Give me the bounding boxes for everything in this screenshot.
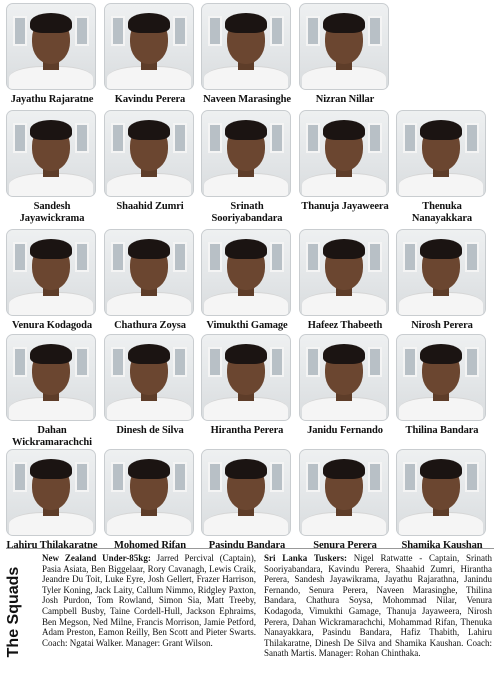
player-photo: [6, 449, 96, 536]
player-card: [299, 3, 391, 106]
nz-squad-title: New Zealand Under-85kg:: [42, 553, 157, 563]
player-card: [201, 334, 293, 437]
player-photo: [6, 334, 96, 421]
player-name: Mohomed Rifan: [114, 540, 186, 551]
player-name: Jayathu Rajaratne: [10, 94, 94, 105]
player-card: [396, 449, 488, 552]
player-name: Senura Perera: [313, 540, 377, 551]
player-photo: [104, 229, 194, 316]
nz-squad-text: Jarred Percival (Captain), Pasia Asiata, Ben Biggelaar, Rory Cavanagh, Lewis Craik, Jeandre Du Toit, Luke Eyre, Josh Gellert, Frazer Harrison, Tyler Koning, Jack Laity, Callum Nimmo, Ridgley Paxton, Josh Purdon, Tom Rowland, Simon Sia, Matt Treeby, Campbell Busby, Taine Cordell-Hull, Jackson Ephraims, Ben Megson, Ned Milne, Francis Morrison, Jamie Petford, Adam Preston, Eamon Reilly, Ben Scott and Pieter Swarts. Coach: Ngatai Walker. Manager: Grant Wilson.: [42, 553, 256, 648]
player-name: Shamika Kaushan: [401, 540, 483, 551]
player-name: Nirosh Perera: [411, 320, 473, 331]
player-name: Kavindu Perera: [114, 94, 186, 105]
player-photo: [6, 229, 96, 316]
player-photo: [299, 110, 389, 197]
sl-squad-title: Sri Lanka Tuskers:: [264, 553, 354, 563]
player-card: [104, 334, 196, 437]
player-card: [104, 110, 196, 213]
player-name: Thenuka Nanayakkara: [411, 201, 473, 224]
player-name: Dinesh de Silva: [116, 425, 184, 436]
player-name: Nizran Nillar: [315, 94, 375, 105]
player-name: Shaahid Zumri: [116, 201, 184, 212]
player-photo: [201, 3, 291, 90]
player-photo: [201, 229, 291, 316]
nz-squad-column: [42, 553, 256, 648]
player-name: Hafeez Thabeeth: [307, 320, 383, 331]
player-photo: [104, 334, 194, 421]
player-card: [299, 110, 391, 213]
sl-squad-column: [264, 553, 492, 659]
player-photo: [396, 110, 486, 197]
player-card: [396, 110, 488, 225]
player-name: Chathura Zoysa: [114, 320, 186, 331]
player-photo: [104, 449, 194, 536]
player-card: [6, 229, 98, 332]
player-photo: [201, 449, 291, 536]
player-card: [201, 110, 293, 225]
player-photo: [299, 334, 389, 421]
player-photo: [396, 334, 486, 421]
player-card: [6, 110, 98, 225]
player-name: Venura Kodagoda: [11, 320, 93, 331]
player-photo: [104, 3, 194, 90]
player-name: Thilina Bandara: [405, 425, 479, 436]
player-card: [6, 3, 98, 106]
player-card: [6, 449, 98, 552]
player-photo: [299, 449, 389, 536]
player-photo: [299, 3, 389, 90]
player-name: Thanuja Jayaweera: [301, 201, 389, 212]
player-name: Janidu Fernando: [307, 425, 383, 436]
player-card: [104, 449, 196, 552]
player-photo: [201, 334, 291, 421]
player-name: Dahan Wickramarachchi: [12, 425, 92, 448]
player-card: [6, 334, 98, 449]
player-photo: [396, 449, 486, 536]
player-name: Pasindu Bandara: [208, 540, 286, 551]
squads-label-text: The Squads: [5, 566, 22, 658]
player-card: [104, 229, 196, 332]
player-photo: [299, 229, 389, 316]
player-card: [201, 449, 293, 552]
player-card: [396, 334, 488, 437]
player-card: [104, 3, 196, 106]
squads-box: [6, 548, 494, 676]
player-card: [299, 229, 391, 332]
player-photo: [396, 229, 486, 316]
player-photo: [201, 110, 291, 197]
player-card: [201, 3, 293, 106]
sl-squad-text: Nigel Ratwatte - Captain, Srinath Sooriyabandara, Kavindu Perera, Shaahid Zumri, Hirantha Perera, Sandesh Jayawikrama, Jayathu Rajarathna, Janindu Fernando, Senura Perera, Naveen Marasinghe, Thilina Bandara, Chathura Soysa, Mohommad Nilar, Venura Kodagoda, Vimukthi Gamage, Thanuja Jayaweera, Nirosh Perera, Dahan Wickramarachchi, Mohammad Rifan, Thenuka Nanayakkara, Pasindu Bandara, Hafiz Thabith, Lahiru Thilakaratne, Dinesh De Silva and Shamika Kaushan. Coach: Sanath Martis. Manager: Rohan Chinthaka.: [264, 553, 492, 659]
player-name: Naveen Marasinghe: [203, 94, 291, 105]
player-card: [299, 449, 391, 552]
player-card: [396, 229, 488, 332]
player-card: [299, 334, 391, 437]
player-name: Sandesh Jayawickrama: [19, 201, 85, 224]
player-name: Hirantha Perera: [210, 425, 284, 436]
player-photo: [6, 3, 96, 90]
player-name: Vimukthi Gamage: [206, 320, 288, 331]
player-photo: [104, 110, 194, 197]
player-name: Srinath Sooriyabandara: [211, 201, 283, 224]
player-card: [201, 229, 293, 332]
player-photo: [6, 110, 96, 197]
squads-label: [6, 553, 22, 671]
player-name: Lahiru Thilakaratne: [6, 540, 98, 551]
